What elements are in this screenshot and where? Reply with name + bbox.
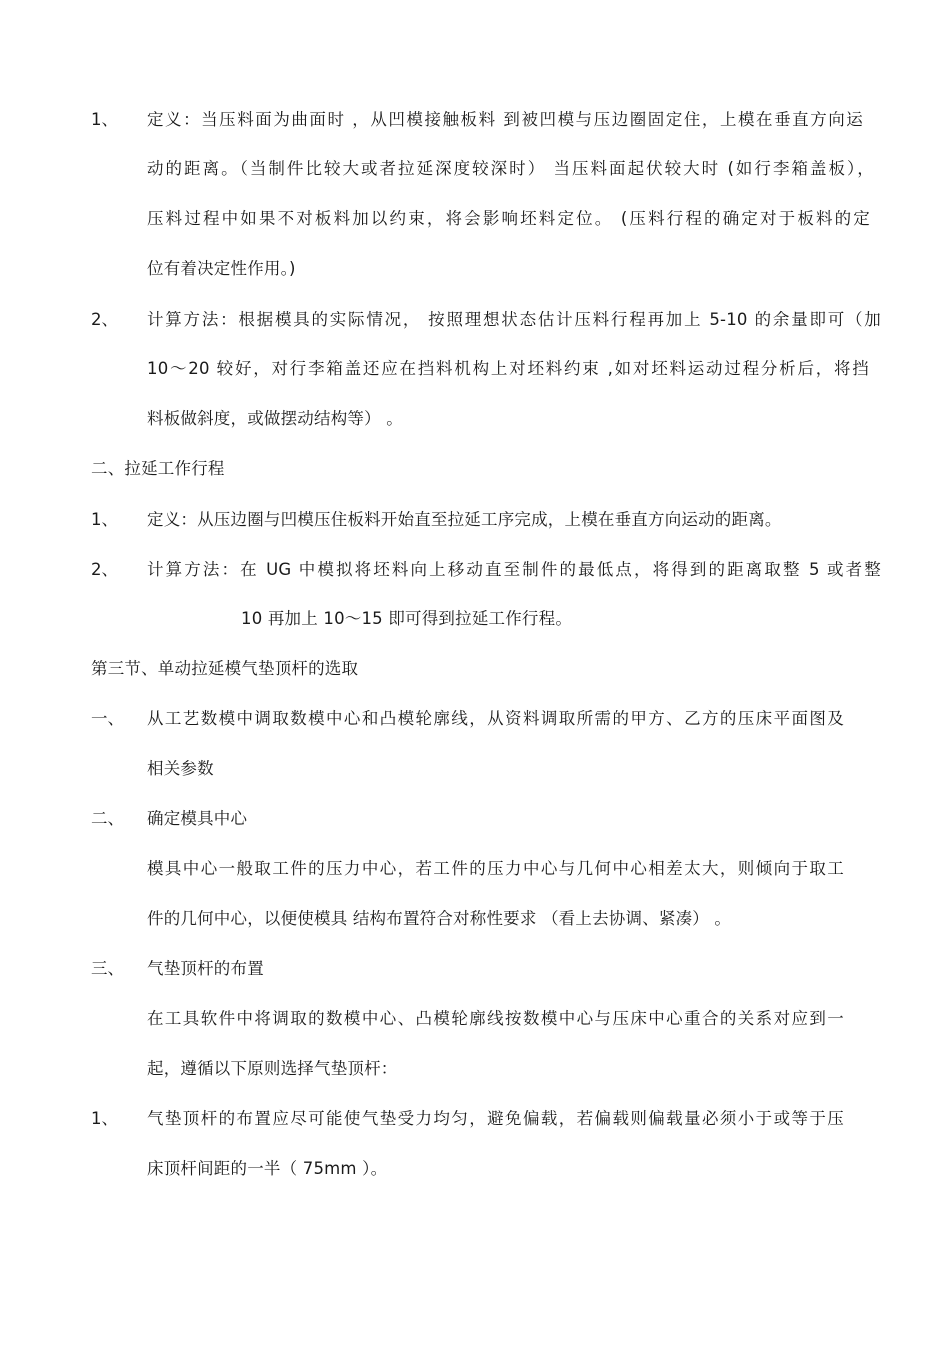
text-line: 床顶杆间距的一半（ 75mm ）。 — [147, 1159, 388, 1178]
text-line: 定义：当压料面为曲面时 ，从凹模接触板料 到被凹模与压边圈固定住，上模在垂直方向运 — [147, 110, 863, 129]
list-marker: 1、 — [91, 1109, 118, 1128]
text-line: 确定模具中心 — [147, 809, 248, 828]
text-line: 位有着决定性作用。) — [147, 259, 296, 278]
text-line: 从工艺数模中调取数模中心和凸模轮廓线，从资料调取所需的甲方、乙方的压床平面图及 — [147, 709, 844, 728]
text-line: 动的距离。（当制件比较大或者拉延深度较深时） 当压料面起伏较大时 (如行李箱盖板）， — [147, 159, 874, 178]
section-heading: 二、拉延工作行程 — [91, 459, 225, 478]
section-heading: 第三节、单动拉延模气垫顶杆的选取 — [91, 659, 359, 678]
text-line: 气垫顶杆的布置 — [147, 959, 264, 978]
list-marker: 1、 — [91, 110, 118, 129]
list-marker: 2、 — [91, 560, 118, 579]
text-line: 在工具软件中将调取的数模中心、凸模轮廓线按数模中心与压床中心重合的关系对应到一 — [147, 1009, 844, 1028]
text-line: 压料过程中如果不对板料加以约束，将会影响坯料定位。 (压料行程的确定对于板料的定 — [147, 209, 870, 228]
list-marker: 2、 — [91, 310, 118, 329]
text-line: 10 再加上 10～15 即可得到拉延工作行程。 — [241, 609, 573, 628]
text-line: 10～20 较好，对行李箱盖还应在挡料机构上对坯料约束 ,如对坯料运动过程分析后，将挡 — [147, 359, 869, 378]
text-line: 计算方法：根据模具的实际情况， 按照理想状态估计压料行程再加上 5-10 的余量即可（加 — [147, 310, 881, 329]
text-line: 模具中心一般取工件的压力中心，若工件的压力中心与几何中心相差太大，则倾向于取工 — [147, 859, 844, 878]
text-line: 气垫顶杆的布置应尽可能使气垫受力均匀，避免偏载，若偏载则偏载量必须小于或等于压 — [147, 1109, 844, 1128]
list-marker: 二、 — [91, 809, 124, 828]
text-line: 料板做斜度，或做摆动结构等） 。 — [147, 409, 403, 428]
list-marker: 一、 — [91, 709, 124, 728]
text-line: 起，遵循以下原则选择气垫顶杆： — [147, 1059, 398, 1078]
text-line: 件的几何中心，以便使模具 结构布置符合对称性要求 （看上去协调、紧凑） 。 — [147, 909, 732, 928]
text-line: 定义：从压边圈与凹模压住板料开始直至拉延工序完成，上模在垂直方向运动的距离。 — [147, 510, 782, 529]
text-line: 相关参数 — [147, 759, 214, 778]
list-marker: 三、 — [91, 959, 124, 978]
list-marker: 1、 — [91, 510, 118, 529]
text-line: 计算方法：在 UG 中模拟将坯料向上移动直至制件的最低点，将得到的距离取整 5 或者整 — [147, 560, 881, 579]
